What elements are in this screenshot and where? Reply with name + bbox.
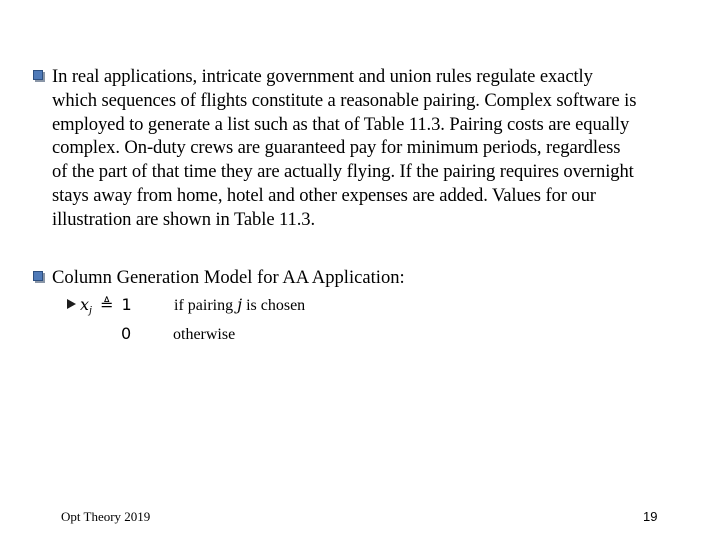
paragraph-line: complex. On-duty crews are guaranteed pay for minimum periods, regardless bbox=[52, 137, 621, 159]
paragraph-line: illustration are shown in Table 11.3. bbox=[52, 208, 316, 230]
def-symbol: ≜ bbox=[100, 295, 114, 314]
variable-symbol: x bbox=[80, 295, 90, 314]
bullet-heading bbox=[33, 266, 405, 289]
checkbox-bullet-icon bbox=[33, 70, 45, 82]
paragraph-line: stays away from home, hotel and other expenses are added. Values for our bbox=[52, 184, 596, 206]
condition-one-var: j bbox=[237, 295, 243, 314]
footer-course-title: Opt Theory 2019 bbox=[61, 509, 151, 524]
page-number: 19 bbox=[643, 509, 658, 524]
checkbox-bullet-icon bbox=[33, 271, 45, 283]
value-one: 1 bbox=[121, 295, 132, 314]
paragraph-line: of the part of that time they are actually flying. If the pairing requires overnight bbox=[52, 161, 634, 183]
value-zero: 0 bbox=[121, 324, 132, 343]
condition-zero: otherwise bbox=[173, 326, 236, 343]
variable-definition bbox=[80, 294, 174, 321]
condition-one bbox=[174, 294, 305, 317]
section-heading: Column Generation Model for AA Application: bbox=[52, 267, 405, 288]
paragraph-text bbox=[52, 65, 692, 232]
paragraph-line: In real applications, intricate government and union rules regulate exactly bbox=[52, 66, 593, 87]
condition-one-suffix: is chosen bbox=[242, 297, 306, 314]
definition-row-one bbox=[67, 294, 305, 321]
variable-subscript: j bbox=[89, 304, 93, 316]
condition-one-prefix: if pairing bbox=[174, 297, 238, 314]
paragraph-line: which sequences of flights constitute a reasonable pairing. Complex software is bbox=[52, 89, 637, 111]
arrow-bullet-icon bbox=[67, 299, 76, 309]
paragraph-line: employed to generate a list such as that of Table 11.3. Pairing costs are equally bbox=[52, 113, 630, 135]
definition-row-zero bbox=[67, 323, 235, 346]
bullet-paragraph bbox=[33, 65, 692, 232]
